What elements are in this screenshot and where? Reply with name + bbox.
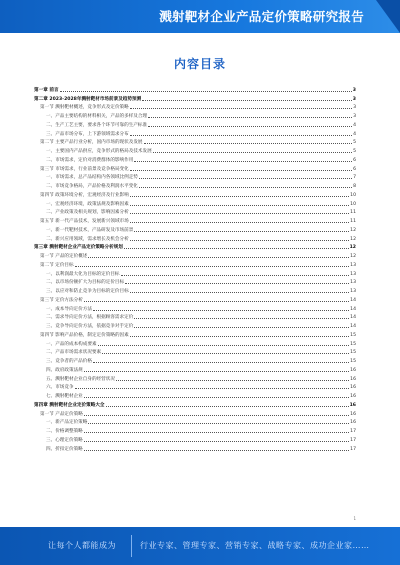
toc-entry[interactable] <box>34 242 356 251</box>
toc-entry-label: 一、产品的成本构成要素 <box>46 341 97 347</box>
toc-dot-leader <box>106 406 349 407</box>
toc-dot-leader <box>84 397 349 398</box>
toc-entry-label: 三、心理定价策略 <box>46 437 83 443</box>
toc-entry[interactable] <box>34 163 356 172</box>
toc-entry[interactable] <box>34 303 356 312</box>
toc-dot-leader <box>75 388 350 389</box>
toc-entry-label: 七、溅射靶材企业 <box>46 394 83 399</box>
toc-entry-page: 3 <box>352 87 356 93</box>
toc-entry-page: 13 <box>350 280 356 286</box>
toc-entry-page: 12 <box>350 254 356 259</box>
toc-entry-page: 16 <box>350 376 356 382</box>
toc-entry-label: 三、以应对和防止竞争为目标的定价目标 <box>46 289 129 294</box>
footer-slogan-right: 行业专家、管理专家、营销专家、战略专家、成功企业家…… <box>140 541 370 550</box>
toc-entry-page: 13 <box>350 271 356 277</box>
toc-dot-leader <box>93 362 349 363</box>
toc-entry-label: 一、新产品定价策略 <box>46 420 88 426</box>
toc-dot-leader <box>88 423 349 424</box>
toc-entry[interactable] <box>34 338 356 347</box>
toc-entry-label: 第三节 市场需求，行业前景及竞争格局变化 <box>40 166 129 172</box>
toc-entry-label: 第二节 定价目标 <box>40 262 74 268</box>
report-title: 溅射靶材企业产品定价策略研究报告 <box>159 9 364 24</box>
toc-entry-label: 一、新一代靶材技术，产品研发及市场前景 <box>46 227 134 233</box>
toc-entry-page: 5 <box>353 140 356 146</box>
toc-entry-label: 四、政府政策法规 <box>46 367 83 373</box>
toc-dot-leader <box>130 108 352 109</box>
toc-entry[interactable] <box>34 347 356 356</box>
toc-dot-leader <box>134 318 349 319</box>
toc-entry-page: 14 <box>350 324 356 329</box>
page-number: 1 <box>353 516 356 521</box>
toc-entry[interactable] <box>34 110 356 119</box>
toc-entry[interactable] <box>34 294 356 303</box>
toc-dot-leader <box>130 292 349 293</box>
toc-dot-leader <box>153 152 352 153</box>
toc-dot-leader <box>134 327 349 328</box>
toc-entry[interactable] <box>34 102 356 111</box>
toc-entry-page: 12 <box>350 236 356 242</box>
toc-dot-leader <box>75 266 350 267</box>
toc-entry-page: 5 <box>353 149 356 154</box>
toc-entry[interactable] <box>34 364 356 373</box>
toc-entry[interactable] <box>34 382 356 391</box>
toc-entry-label: 第四节 影响产品价格，制定定价策略的因素 <box>40 332 129 338</box>
toc-entry-page: 6 <box>353 157 356 163</box>
toc-entry-label: 第一节 产品的定价概述 <box>40 254 88 259</box>
toc-entry-page: 17 <box>350 446 356 452</box>
toc-entry-page: 15 <box>350 332 356 338</box>
toc-dot-leader <box>130 170 352 171</box>
toc-dot-leader <box>148 117 352 118</box>
toc-entry[interactable] <box>34 268 356 277</box>
toc-dot-leader <box>142 100 352 101</box>
toc-entry[interactable] <box>34 329 356 338</box>
toc-entry[interactable] <box>34 145 356 154</box>
toc-entry-page: 17 <box>350 429 356 434</box>
toc-entry-page: 16 <box>350 394 356 399</box>
toc-entry-label: 第四节 政策环境分析，宏观经济及行业影响 <box>40 192 129 198</box>
toc-dot-leader <box>144 143 353 144</box>
toc-heading: 内容目录 <box>173 57 226 71</box>
toc-entry-page: 3 <box>352 96 356 102</box>
toc-entry[interactable] <box>34 224 356 233</box>
toc-dot-leader <box>139 187 352 188</box>
toc-entry[interactable] <box>34 180 356 189</box>
toc-entry[interactable] <box>34 443 356 452</box>
toc-dot-leader <box>121 275 350 276</box>
toc-entry-label: 一、产品主要结构的材料相关，产品的多样及合理 <box>46 114 148 119</box>
toc-entry-page: 10 <box>350 201 356 207</box>
toc-entry-label: 三、竞争者的产品价格 <box>46 359 92 364</box>
toc-entry[interactable] <box>34 259 356 268</box>
toc-entry[interactable] <box>34 93 356 102</box>
toc-entry-label: 二、生产工艺主要，要求各个环节可靠的生产标准 <box>46 122 148 128</box>
toc-entry[interactable] <box>34 417 356 426</box>
toc-entry-label: 第五节 新一代产品技术，发展新兴领域市场 <box>40 219 129 224</box>
toc-entry-label: 四、折扣定价策略 <box>46 446 83 452</box>
toc-entry-label: 第三章 溅射靶材企业产品定价策略分析规划 <box>34 245 123 251</box>
toc-entry[interactable] <box>34 207 356 216</box>
toc-dot-leader <box>84 432 349 433</box>
toc-entry-page: 12 <box>349 245 356 251</box>
toc-entry[interactable] <box>34 312 356 321</box>
toc-entry-label: 三、竞争导向定价方法，依据竞争对手定价 <box>46 324 134 329</box>
toc-entry-label: 第一节 溅射靶材概述，竞争形式及定价策略 <box>40 105 129 111</box>
toc-dot-leader <box>130 240 349 241</box>
toc-entry[interactable] <box>34 373 356 382</box>
toc-entry-page: 16 <box>350 420 356 426</box>
toc-entry[interactable] <box>34 285 356 294</box>
toc-entry-label: 五、溅射靶材企业自身的经营状况 <box>46 376 115 382</box>
toc-entry-page: 4 <box>353 122 356 128</box>
toc-entry-label: 二、市场竞争格局，产品价格及利润水平变化 <box>46 184 138 189</box>
toc-entry-label: 第二节 主要产品行业分析，国内市场的现状及发展 <box>40 140 143 146</box>
toc-entry-label: 二、新兴应用领域，需求增长及机会分析 <box>46 236 129 242</box>
toc-entry-label: 第三节 定价方法分析 <box>40 297 83 303</box>
toc-entry-label: 二、以市场份额扩大为目标的定价目标 <box>46 280 125 286</box>
toc-entry-page: 7 <box>353 175 356 181</box>
toc-entry[interactable] <box>34 84 356 93</box>
toc-entry-page: 16 <box>349 402 356 408</box>
toc-dot-leader <box>116 380 349 381</box>
toc-dot-leader <box>130 336 349 337</box>
toc-dot-leader <box>84 441 349 442</box>
toc-dot-leader <box>102 353 349 354</box>
toc-dot-leader <box>130 205 349 206</box>
toc-dot-leader <box>139 178 352 179</box>
toc-entry[interactable] <box>34 390 356 399</box>
toc-entry-page: 15 <box>350 350 356 356</box>
toc-entry-label: 二、产业政策及相关规划，影响因素分析 <box>46 210 129 216</box>
toc-entry[interactable] <box>34 154 356 163</box>
toc-entry-page: 11 <box>350 210 356 216</box>
toc-entry-page: 6 <box>353 166 356 172</box>
footer-slogan-left: 让每个人都能成为 <box>48 541 116 550</box>
toc-entry-label: 第一节 产品定价策略 <box>40 411 83 417</box>
page-footer-band <box>0 527 400 565</box>
toc-entry-page: 13 <box>350 262 356 268</box>
toc-entry[interactable] <box>34 198 356 207</box>
toc-dot-leader <box>84 301 349 302</box>
toc-dot-leader <box>130 213 349 214</box>
toc-entry-page: 17 <box>350 437 356 443</box>
toc-entry[interactable] <box>34 408 356 417</box>
toc-entry-page: 16 <box>350 367 356 373</box>
toc-entry-label: 二、需求导向定价方法，根据顾客需求定价 <box>46 315 134 321</box>
toc-entry[interactable] <box>34 434 356 443</box>
toc-entry-page: 15 <box>350 359 356 364</box>
toc-dot-leader <box>84 450 349 451</box>
toc-entry-page: 3 <box>353 114 356 119</box>
header-corner-decoration <box>376 0 400 33</box>
toc-entry[interactable] <box>34 250 356 259</box>
toc-dot-leader <box>134 161 352 162</box>
toc-dot-leader <box>125 283 349 284</box>
toc-entry[interactable] <box>34 215 356 224</box>
toc-entry-page: 15 <box>350 341 356 347</box>
toc-dot-leader <box>60 91 352 92</box>
toc-entry-label: 第四章 溅射靶材企业定价策略大全 <box>34 402 105 408</box>
toc-entry-page: 13 <box>350 289 356 294</box>
toc-entry[interactable] <box>34 137 356 146</box>
toc-entry[interactable] <box>34 320 356 329</box>
table-of-contents <box>34 84 356 452</box>
toc-dot-leader <box>134 231 349 232</box>
toc-entry-label: 一、市场需求，总产品结构内各领域比例走势 <box>46 175 138 181</box>
toc-entry-page: 11 <box>350 219 356 224</box>
toc-entry[interactable] <box>34 172 356 181</box>
toc-entry[interactable] <box>34 355 356 364</box>
toc-dot-leader <box>98 345 350 346</box>
toc-entry-page: 14 <box>350 297 356 303</box>
toc-dot-leader <box>130 222 349 223</box>
toc-entry[interactable] <box>34 128 356 137</box>
toc-entry-label: 一、宏观经济环境，政策法规及影响因素 <box>46 201 129 207</box>
toc-entry-page: 10 <box>350 192 356 198</box>
toc-entry-page: 16 <box>350 411 356 417</box>
page-header-band <box>0 0 400 33</box>
toc-dot-leader <box>148 126 352 127</box>
toc-dot-leader <box>84 415 349 416</box>
toc-entry[interactable] <box>34 119 356 128</box>
toc-entry-page: 3 <box>353 105 356 111</box>
toc-dot-leader <box>93 310 349 311</box>
toc-entry-label: 一、以利润最大化为目标的定价目标 <box>46 271 120 277</box>
footer-divider <box>131 535 132 557</box>
toc-entry-label: 第一章 前言 <box>34 87 59 93</box>
toc-entry-label: 第二章 2023-2028年溅射靶材市场前景及趋势预测 <box>34 96 142 102</box>
toc-entry-page: 8 <box>353 184 356 189</box>
toc-entry[interactable] <box>34 233 356 242</box>
toc-dot-leader <box>124 248 349 249</box>
toc-dot-leader <box>130 196 349 197</box>
toc-entry-label: 一、主要国内产品供应，竞争形式的格局及技术发展 <box>46 149 152 154</box>
toc-dot-leader <box>88 257 349 258</box>
toc-entry-label: 二、价格调整策略 <box>46 429 83 434</box>
toc-entry[interactable] <box>34 189 356 198</box>
toc-entry-label: 三、产品市场分布，上下游领域需求分布 <box>46 131 129 137</box>
toc-entry-page: 16 <box>350 385 356 391</box>
toc-entry-page: 14 <box>350 306 356 312</box>
toc-entry[interactable] <box>34 399 356 408</box>
toc-entry-page: 12 <box>350 227 356 233</box>
toc-entry-label: 二、市场需求，定价对消费群体的影响作用 <box>46 157 134 163</box>
toc-entry-label: 六、市场竞争 <box>46 385 74 391</box>
toc-entry-page: 4 <box>353 131 356 137</box>
toc-entry-label: 一、成本导向定价方法 <box>46 306 92 312</box>
toc-entry-label: 二、产品市场需求状况要素 <box>46 350 102 356</box>
toc-entry[interactable] <box>34 277 356 286</box>
toc-entry-page: 14 <box>350 315 356 321</box>
toc-dot-leader <box>130 135 352 136</box>
toc-entry[interactable] <box>34 425 356 434</box>
toc-dot-leader <box>84 371 349 372</box>
